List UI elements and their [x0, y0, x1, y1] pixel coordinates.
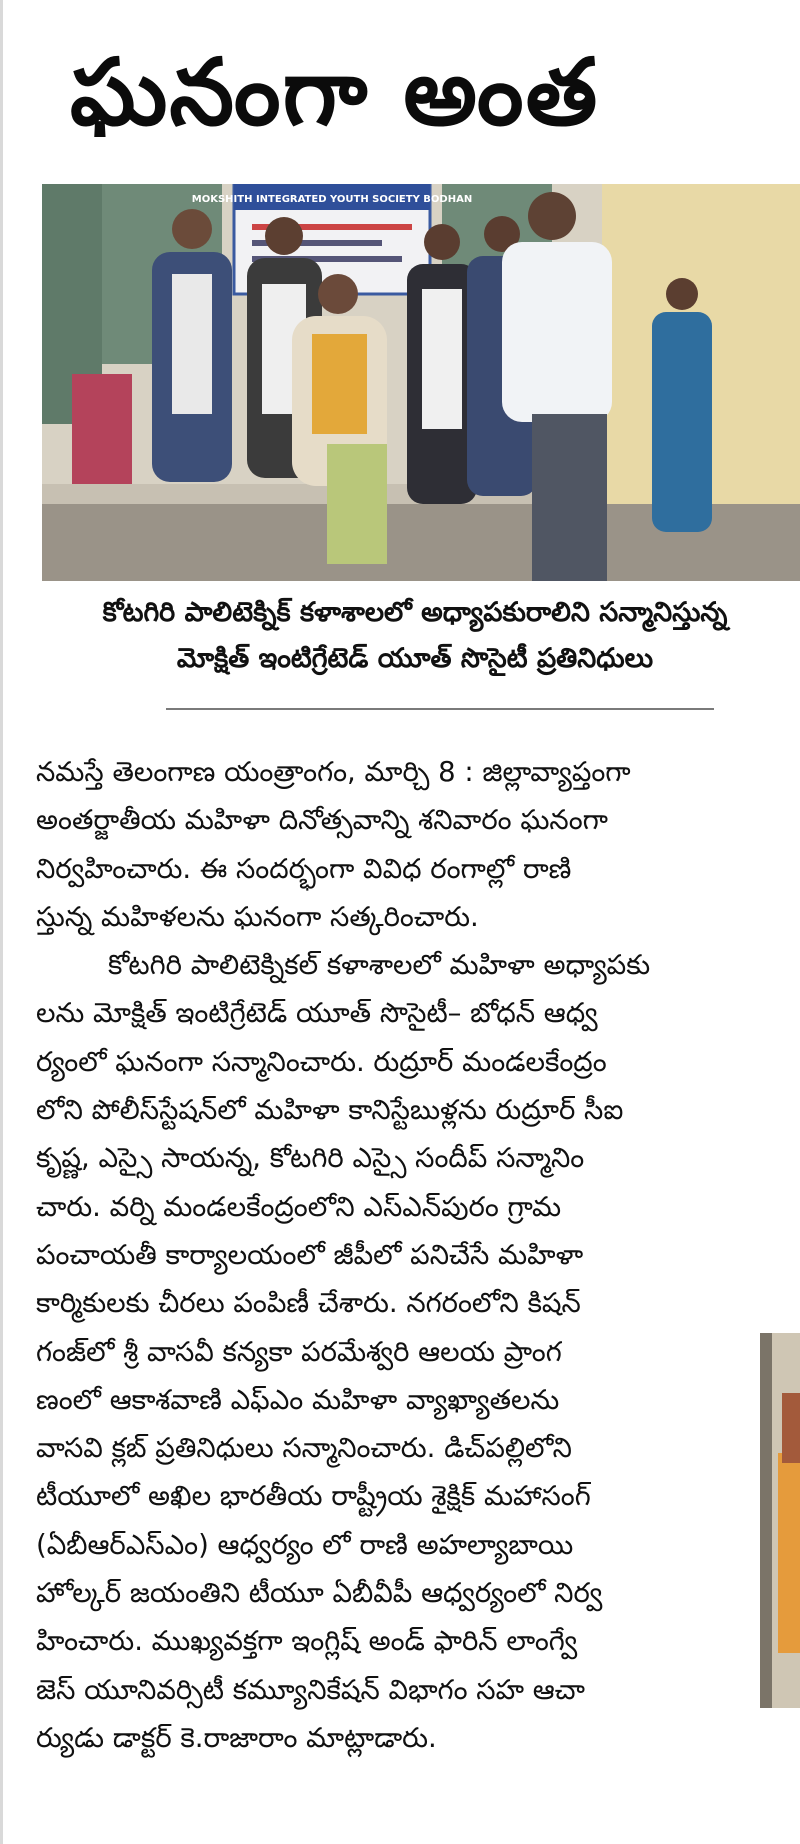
body-line: నమస్తే తెలంగాణ యంత్రాంగం, మార్చి 8 : జిల్లావ్యాప్తంగా — [36, 756, 631, 788]
body-line: కోటగిరి పాలిటెక్నికల్ కళాశాలలో మహిళా అధ్యాపకు — [108, 949, 651, 982]
article-body — [36, 748, 800, 1762]
body-line: హించారు. ముఖ్యవక్తగా ఇంగ్లిష్ అండ్ ఫారిన్ లాంగ్వే — [36, 1625, 578, 1658]
body-line: పంచాయతీ కార్యాలయంలో జీపీలో పనిచేసే మహిళా — [36, 1238, 584, 1271]
body-line: జెస్ యూనివర్సిటీ కమ్యూనికేషన్ విభాగం సహ ఆచా — [36, 1673, 585, 1706]
body-line: (ఏబీఆర్ఎస్ఎం) ఆధ్వర్యం లో రాణి అహల్యాబాయి — [36, 1528, 574, 1561]
body-line: కార్మికులకు చీరలు పంపిణీ చేశారు. నగరంలోని కిషన్ — [36, 1287, 581, 1320]
banner-text: MOKSHITH INTEGRATED YOUTH SOCIETY BODHAN — [191, 194, 473, 205]
body-line: ర్యంలో ఘనంగా సన్మానించారు. రుద్రూర్ మండలకేంద్రం — [36, 1045, 607, 1078]
body-line: నిర్వహించారు. ఈ సందర్భంగా వివిధ రంగాల్లో రాణి — [36, 852, 572, 885]
left-column-rule — [0, 0, 3, 1844]
body-line: లను మోక్షిత్ ఇంటిగ్రేటెడ్ యూత్ సొసైటీ– బోధన్ ఆధ్వ — [36, 997, 598, 1030]
body-line: లోని పోలీస్‌స్టేషన్‌లో మహిళా కానిస్టేబుళ్లను రుద్రూర్ సీఐ — [36, 1094, 624, 1127]
body-line: అంతర్జాతీయ మహిళా దినోత్సవాన్ని శనివారం ఘనంగా — [36, 804, 608, 837]
body-line: చారు. వర్ని మండలకేంద్రంలోని ఎస్‌ఎన్‌పురం గ్రామ — [36, 1190, 562, 1223]
body-line: టీయూలో అఖిల భారతీయ రాష్ట్రీయ శైక్షిక్ మహాసంగ్ — [36, 1480, 591, 1513]
photo-caption — [30, 590, 800, 682]
adjacent-photo-fragment — [760, 1333, 800, 1708]
body-line: స్తున్న మహిళలను ఘనంగా సత్కరించారు. — [36, 900, 479, 933]
body-line: హోల్కర్ జయంతిని టీయూ ఏబీవీపీ ఆధ్వర్యంలో నిర్వ — [36, 1577, 603, 1610]
event-photo — [42, 184, 800, 581]
body-line: కృష్ణ, ఎస్సై సాయన్న, కోటగిరి ఎస్సై సందీప్ సన్మానిం — [36, 1142, 585, 1175]
caption-divider — [166, 708, 714, 710]
caption-line: కోటగిరి పాలిటెక్నిక్ కళాశాలలో అధ్యాపకురాలిని సన్మానిస్తున్న — [102, 597, 728, 628]
body-line: ర్యుడు డాక్టర్ కె.రాజారాం మాట్లాడారు. — [36, 1721, 437, 1754]
caption-line: మోక్షిత్ ఇంటిగ్రేటెడ్ యూత్ సొసైటీ ప్రతినిధులు — [176, 643, 654, 674]
body-line: ణంలో ఆకాశవాణి ఎఫ్ఎం మహిళా వ్యాఖ్యాతలను — [36, 1383, 560, 1416]
body-line: వాసవి క్లబ్ ప్రతినిధులు సన్మానించారు. డిచ్‌పల్లిలోని — [36, 1432, 572, 1465]
body-line: గంజ్‌లో శ్రీ వాసవీ కన్యకా పరమేశ్వరి ఆలయ ప్రాంగ — [36, 1335, 562, 1368]
headline: ఘనంగా అంత — [70, 39, 600, 146]
